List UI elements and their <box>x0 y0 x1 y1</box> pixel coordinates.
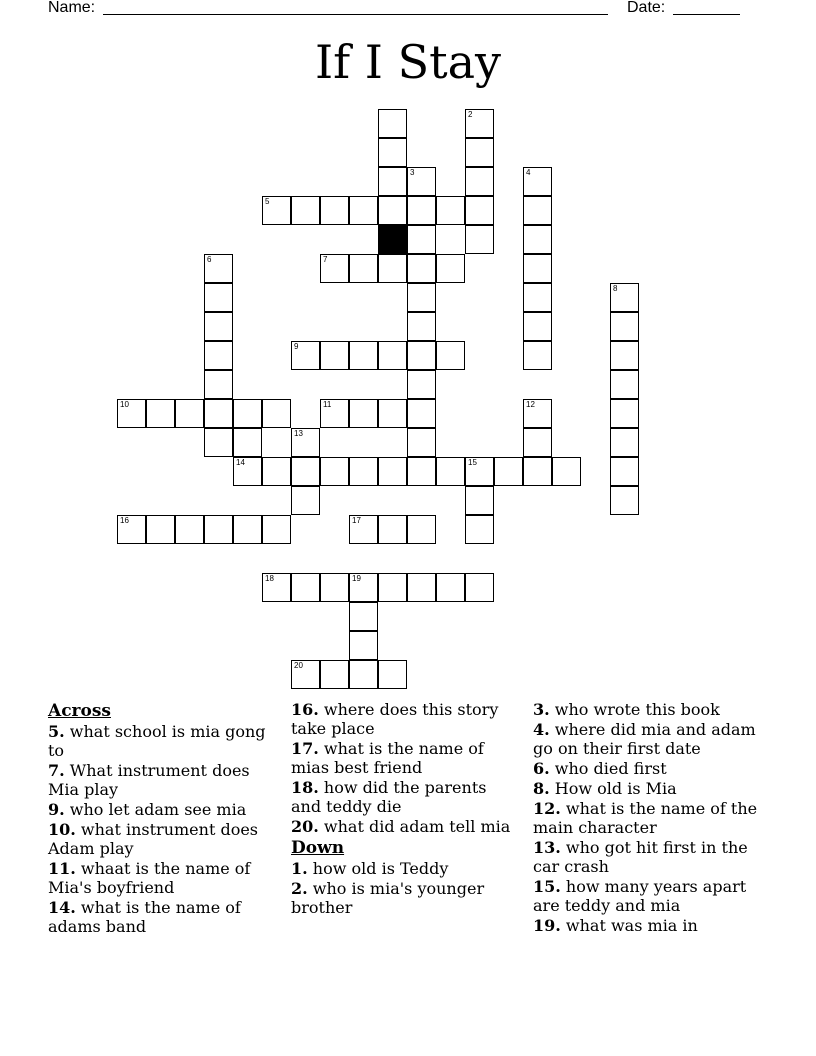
clue-item-number: 10. <box>48 820 76 839</box>
grid-cell[interactable] <box>465 457 494 486</box>
clue-item <box>533 877 758 915</box>
clue-item <box>291 859 516 878</box>
grid-cell[interactable] <box>233 515 262 544</box>
grid-cell[interactable] <box>523 341 552 370</box>
clue-number: 16 <box>120 516 129 525</box>
grid-cell[interactable] <box>610 283 639 312</box>
grid-cell[interactable] <box>320 196 349 225</box>
clue-number: 12 <box>526 400 535 409</box>
grid-cell[interactable] <box>494 457 523 486</box>
grid-cell[interactable] <box>204 515 233 544</box>
clue-item-number: 8. <box>533 779 550 798</box>
clue-item-text: what instrument does Adam play <box>48 820 259 858</box>
clue-item-number: 4. <box>533 720 550 739</box>
clue-item-number: 3. <box>533 700 550 719</box>
grid-cell[interactable] <box>233 428 262 457</box>
grid-cell[interactable] <box>204 312 233 341</box>
clue-item <box>533 916 758 935</box>
grid-cell[interactable] <box>610 457 639 486</box>
clue-number: 7 <box>323 255 328 264</box>
grid-cell[interactable] <box>552 457 581 486</box>
clue-item <box>48 722 273 760</box>
grid-cell[interactable] <box>610 486 639 515</box>
clue-item-number: 18. <box>291 778 319 797</box>
down-clue-list-continued <box>533 700 758 935</box>
clue-item <box>48 859 273 897</box>
grid-cell[interactable] <box>465 138 494 167</box>
grid-cell[interactable] <box>291 486 320 515</box>
grid-cell[interactable] <box>523 312 552 341</box>
clue-item <box>533 779 758 798</box>
clue-item-text: what did adam tell mia <box>318 817 511 836</box>
across-clue-list <box>48 722 273 936</box>
grid-cell[interactable] <box>610 341 639 370</box>
grid-cell[interactable] <box>320 457 349 486</box>
grid-cell[interactable] <box>262 457 291 486</box>
grid-cell[interactable] <box>407 167 436 196</box>
clue-item-number: 11. <box>48 859 76 878</box>
grid-cell[interactable] <box>204 341 233 370</box>
clue-item-text: what school is mia gong to <box>48 722 266 760</box>
grid-cell[interactable] <box>349 602 378 631</box>
clue-item-text: who is mia's younger brother <box>291 879 485 917</box>
clue-item-text: where does this story take place <box>291 700 499 738</box>
clue-item <box>48 898 273 936</box>
grid-cell[interactable] <box>523 457 552 486</box>
clue-item-text: what was mia in <box>560 916 698 935</box>
grid-cell[interactable] <box>407 457 436 486</box>
grid-cell[interactable] <box>378 138 407 167</box>
clue-item-text: What instrument does Mia play <box>48 761 250 799</box>
clue-item-text: who died first <box>549 759 667 778</box>
grid-cell[interactable] <box>465 486 494 515</box>
clue-item-number: 20. <box>291 817 319 836</box>
down-clue-list <box>291 859 516 917</box>
clue-item-number: 12. <box>533 799 561 818</box>
grid-cell[interactable] <box>610 312 639 341</box>
grid-cell[interactable] <box>465 515 494 544</box>
grid-cell[interactable] <box>465 573 494 602</box>
grid-cell[interactable] <box>320 341 349 370</box>
grid-cell[interactable] <box>465 196 494 225</box>
clue-item-number: 7. <box>48 761 65 780</box>
clue-item-number: 17. <box>291 739 319 758</box>
grid-cell[interactable] <box>262 399 291 428</box>
grid-cell[interactable] <box>146 515 175 544</box>
grid-cell[interactable] <box>262 196 291 225</box>
grid-cell[interactable] <box>320 660 349 689</box>
clue-item-number: 16. <box>291 700 319 719</box>
grid-cell[interactable] <box>291 341 320 370</box>
clue-item-text: who wrote this book <box>549 700 720 719</box>
clue-item-number: 9. <box>48 800 65 819</box>
grid-cell[interactable] <box>349 254 378 283</box>
grid-cell[interactable] <box>378 457 407 486</box>
grid-cell[interactable] <box>407 254 436 283</box>
page-title: If I Stay <box>314 35 502 89</box>
clue-item-text: what is the name of the main character <box>533 799 758 837</box>
clue-item-text: whaat is the name of Mia's boyfriend <box>48 859 251 897</box>
clue-item <box>48 820 273 858</box>
grid-cell[interactable] <box>465 167 494 196</box>
grid-cell[interactable] <box>349 660 378 689</box>
grid-cell[interactable] <box>407 370 436 399</box>
clue-number: 9 <box>294 342 299 351</box>
clue-number: 11 <box>323 400 332 409</box>
grid-cell[interactable] <box>436 341 465 370</box>
grid-cell[interactable] <box>523 254 552 283</box>
clue-item <box>291 739 516 777</box>
clue-number: 2 <box>468 110 473 119</box>
grid-cell[interactable] <box>407 283 436 312</box>
blocked-cell <box>378 225 407 254</box>
clue-item-number: 6. <box>533 759 550 778</box>
grid-cell[interactable] <box>610 428 639 457</box>
clue-item-number: 1. <box>291 859 308 878</box>
grid-cell[interactable] <box>378 196 407 225</box>
grid-cell[interactable] <box>117 515 146 544</box>
grid-cell[interactable] <box>378 399 407 428</box>
clue-number: 3 <box>410 168 415 177</box>
clue-item-text: who let adam see mia <box>64 800 247 819</box>
clue-number: 18 <box>265 574 274 583</box>
clue-column-1 <box>48 700 273 937</box>
clue-item-text: what is the name of adams band <box>48 898 241 936</box>
down-heading: Down <box>291 838 345 858</box>
grid-cell[interactable] <box>378 167 407 196</box>
clue-item-text: How old is Mia <box>549 779 677 798</box>
grid-cell[interactable] <box>378 660 407 689</box>
grid-cell[interactable] <box>349 573 378 602</box>
grid-cell[interactable] <box>465 109 494 138</box>
grid-cell[interactable] <box>204 428 233 457</box>
grid-cell[interactable] <box>465 225 494 254</box>
clue-item-text: where did mia and adam go on their first date <box>533 720 756 758</box>
grid-cell[interactable] <box>175 515 204 544</box>
grid-cell[interactable] <box>523 428 552 457</box>
clue-item <box>533 700 758 719</box>
grid-cell[interactable] <box>175 399 204 428</box>
clue-item <box>291 700 516 738</box>
grid-cell[interactable] <box>407 399 436 428</box>
grid-cell[interactable] <box>349 515 378 544</box>
clue-number: 17 <box>352 516 361 525</box>
grid-cell[interactable] <box>349 341 378 370</box>
grid-cell[interactable] <box>262 573 291 602</box>
across-clue-list-continued <box>291 700 516 836</box>
grid-cell[interactable] <box>523 283 552 312</box>
clue-item <box>533 720 758 758</box>
grid-cell[interactable] <box>349 631 378 660</box>
clue-item-text: what is the name of mias best friend <box>291 739 484 777</box>
clue-item <box>533 759 758 778</box>
grid-cell[interactable] <box>204 254 233 283</box>
grid-cell[interactable] <box>320 254 349 283</box>
clue-number: 4 <box>526 168 531 177</box>
clue-item-text: how did the parents and teddy die <box>291 778 487 816</box>
grid-cell[interactable] <box>320 399 349 428</box>
grid-cell[interactable] <box>378 254 407 283</box>
grid-cell[interactable] <box>320 573 349 602</box>
clue-item-number: 15. <box>533 877 561 896</box>
grid-cell[interactable] <box>233 457 262 486</box>
clue-number: 10 <box>120 400 129 409</box>
grid-cell[interactable] <box>117 399 146 428</box>
date-label: Date: <box>627 0 666 16</box>
clue-item-text: who got hit first in the car crash <box>533 838 748 876</box>
clue-item <box>291 817 516 836</box>
grid-cell[interactable] <box>378 341 407 370</box>
clue-column-2 <box>291 700 516 918</box>
grid-cell[interactable] <box>291 196 320 225</box>
clue-item-number: 13. <box>533 838 561 857</box>
clue-item <box>533 838 758 876</box>
clue-item <box>48 761 273 799</box>
grid-cell[interactable] <box>407 341 436 370</box>
grid-cell[interactable] <box>233 399 262 428</box>
grid-cell[interactable] <box>436 573 465 602</box>
grid-cell[interactable] <box>349 457 378 486</box>
grid-cell[interactable] <box>523 399 552 428</box>
clue-item <box>291 879 516 917</box>
grid-cell[interactable] <box>407 196 436 225</box>
grid-cell[interactable] <box>262 515 291 544</box>
grid-cell[interactable] <box>291 573 320 602</box>
grid-cell[interactable] <box>407 515 436 544</box>
grid-cell[interactable] <box>349 196 378 225</box>
across-heading: Across <box>48 701 111 721</box>
clue-item <box>291 778 516 816</box>
grid-cell[interactable] <box>204 283 233 312</box>
clue-number: 20 <box>294 661 303 670</box>
grid-cell[interactable] <box>523 196 552 225</box>
grid-cell[interactable] <box>146 399 175 428</box>
clue-item-text: how many years apart are teddy and mia <box>533 877 747 915</box>
grid-cell[interactable] <box>204 370 233 399</box>
clue-item-number: 2. <box>291 879 308 898</box>
clue-column-3 <box>533 700 758 936</box>
grid-cell[interactable] <box>349 399 378 428</box>
grid-cell[interactable] <box>378 515 407 544</box>
clue-item-number: 5. <box>48 722 65 741</box>
grid-cell[interactable] <box>378 573 407 602</box>
grid-cell[interactable] <box>407 573 436 602</box>
grid-cell[interactable] <box>523 225 552 254</box>
clue-number: 8 <box>613 284 618 293</box>
grid-cell[interactable] <box>436 457 465 486</box>
clue-number: 15 <box>468 458 477 467</box>
clue-number: 6 <box>207 255 212 264</box>
clue-item-number: 14. <box>48 898 76 917</box>
clue-item <box>533 799 758 837</box>
grid-cell[interactable] <box>407 225 436 254</box>
grid-cell[interactable] <box>291 660 320 689</box>
clues-section <box>48 700 778 1000</box>
grid-cell[interactable] <box>291 457 320 486</box>
name-label: Name: <box>48 0 96 16</box>
clue-item <box>48 800 273 819</box>
grid-cell[interactable] <box>610 399 639 428</box>
grid-cell[interactable] <box>378 109 407 138</box>
clue-number: 19 <box>352 574 361 583</box>
clue-number: 5 <box>265 197 270 206</box>
grid-cell[interactable] <box>523 167 552 196</box>
grid-cell[interactable] <box>610 370 639 399</box>
clue-number: 14 <box>236 458 245 467</box>
grid-cell[interactable] <box>436 196 465 225</box>
grid-cell[interactable] <box>291 428 320 457</box>
grid-cell[interactable] <box>436 254 465 283</box>
clue-item-number: 19. <box>533 916 561 935</box>
grid-cell[interactable] <box>407 312 436 341</box>
grid-cell[interactable] <box>204 399 233 428</box>
clue-number: 13 <box>294 429 303 438</box>
grid-cell[interactable] <box>407 428 436 457</box>
clue-item-text: how old is Teddy <box>307 859 449 878</box>
